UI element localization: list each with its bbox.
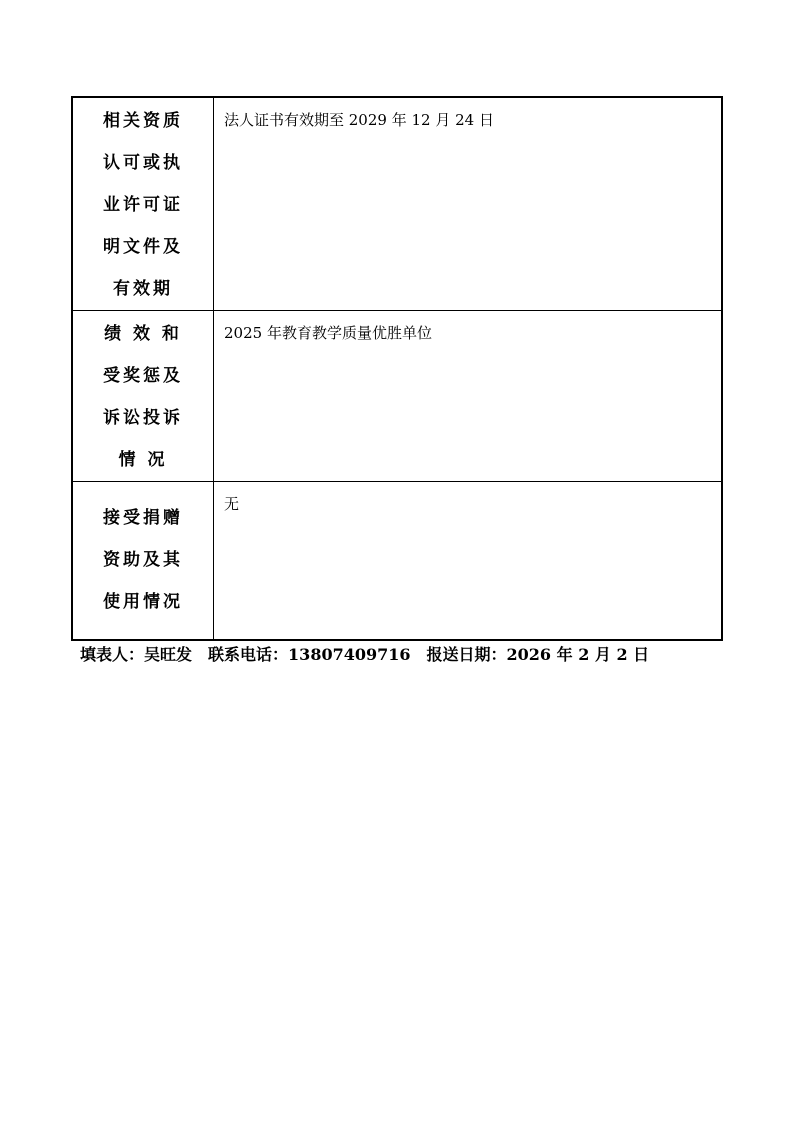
table-row-donation — [72, 482, 722, 640]
qualification-label-line: 认可或执 — [103, 153, 183, 173]
performance-label-line: 绩 效 和 — [104, 324, 182, 344]
qualification-label-cell — [72, 97, 214, 311]
donation-label-line: 使用情况 — [103, 592, 183, 613]
performance-value-cell — [214, 311, 723, 482]
qualification-label-line: 有效期 — [113, 279, 173, 299]
donation-label-line: 资助及其 — [103, 550, 183, 571]
phone-label: 联系电话： — [208, 645, 289, 664]
date-label: 报送日期： — [426, 645, 507, 664]
qualification-value: 法人证书有效期至 2029 年 12 月 24 日 — [224, 111, 494, 129]
performance-value: 2025 年教育教学质量优胜单位 — [224, 324, 432, 342]
performance-label-line: 受奖惩及 — [103, 366, 183, 386]
filler-name: 吴旺发 — [144, 645, 193, 664]
table-row-qualification — [72, 97, 722, 311]
info-table — [71, 96, 723, 641]
report-date: 2026 年 2 月 2 日 — [506, 645, 650, 664]
phone-number: 13807409716 — [288, 645, 411, 664]
filler-label: 填表人： — [80, 645, 145, 664]
qualification-label-line: 明文件及 — [103, 237, 183, 257]
qualification-label-line: 相关资质 — [103, 111, 183, 131]
donation-value: 无 — [224, 495, 240, 513]
performance-label-line: 情 况 — [118, 450, 168, 470]
qualification-value-cell — [214, 97, 723, 311]
footer-info — [80, 643, 649, 667]
donation-value-cell — [214, 482, 723, 640]
performance-label-line: 诉讼投诉 — [103, 408, 183, 428]
table-row-performance — [72, 311, 722, 482]
performance-label-cell — [72, 311, 214, 482]
donation-label-cell — [72, 482, 214, 640]
qualification-label-line: 业许可证 — [103, 195, 183, 215]
donation-label-line: 接受捐赠 — [103, 508, 183, 529]
